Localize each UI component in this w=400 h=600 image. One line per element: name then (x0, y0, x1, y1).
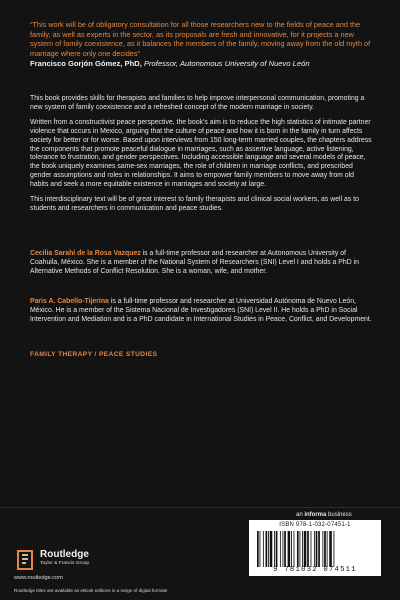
informa-name: informa (304, 512, 327, 518)
author-bio-1 (30, 250, 372, 277)
author-name: Paris A. Cabello-Tijerina (30, 298, 109, 305)
description-paragraph-2: Written from a constructivist peace perspective, the book’s aim is to reduce the high statistics of intimate partner violence that occurs in Mexico, arguing that the culture of peace and how it is born in the family in turn affects society for better or for worse. Based upon interviews from 150 long-term married couples, the chapters address the components that promote peaceful dialogue in marriages, such as assertive language, active listening, tolerance to frustration, and gender perspectives. Including accessible language and several models of peace, the book uniquely examines same-sex marriages, the role of children in marriage conflicts, and prescribed gender assumptions and roles in relationships. It aims to empower family members to move away from old habits and seek a more equitable existence in marriages and society at large. (30, 118, 372, 189)
isbn-number: ISBN 978-1-032-07451-1 (279, 522, 351, 528)
footer-divider (0, 507, 400, 508)
quote-author-name: Francisco Gorjón Gómez, PhD, (30, 59, 142, 69)
informa-business-mark (296, 512, 352, 518)
author-bio-text: is a full-time professor and researcher at Universidad Autónoma de Nuevo León, México. He is a member of the Sistema Nacional de Investigadores (SNI) Level II. He holds a PhD in Social Intervention and Mediation and is a PhD candidate in International Studies in Peace, Conflict, and Development. (30, 298, 372, 323)
author-name: Cecilia Sarahí de la Rosa Vazquez (30, 250, 141, 257)
publisher-group: Taylor & Francis Group (40, 561, 90, 566)
ebook-note: Routledge titles are available as eBook editions in a range of digital formats (14, 588, 168, 593)
publisher-logo (14, 548, 124, 588)
description-paragraph-1: This book provides skills for therapists and families to help improve interpersonal communication, promoting a new system of family coexistence and a refreshed concept of the modern marriage in society. (30, 95, 365, 111)
book-description (30, 95, 372, 220)
quote-text: “This work will be of obligatory consultation for all those researchers new to the fields of peace and the family, as well as experts in the sector, as its proposals are fresh and innovative, for it projects a new system of family coexistence, as it balances the members of the family, moving away from the old myth of marriage where only one decides” (30, 20, 371, 58)
barcode-digits: 9 781032 074511 (273, 566, 357, 574)
informa-prefix: an (296, 512, 305, 518)
informa-suffix: business (326, 512, 352, 518)
author-bio-2 (30, 298, 372, 325)
description-paragraph-3: This interdisciplinary text will be of great interest to family therapists and clinical social workers, as well as to students and researchers in communication and peace studies. (30, 196, 359, 212)
publisher-name: Routledge (40, 549, 89, 560)
barcode-bars (257, 531, 373, 567)
author-bio-text: is a full-time professor and researcher at Autonomous University of Coahuila, México. She is a member of the National System of Researchers (SNI) Level I and holds a PhD in Alternative Methods of Conflict Resolution. She is a woman, wife, and mother. (30, 250, 359, 275)
publisher-url[interactable]: www.routledge.com (14, 575, 63, 581)
subject-category: FAMILY THERAPY / PEACE STUDIES (30, 351, 158, 358)
barcode (249, 520, 381, 576)
quote-author-title: Professor, Autonomous University of Nuevo León (143, 59, 310, 69)
routledge-logo-icon (14, 548, 36, 572)
endorsement-quote (30, 20, 375, 69)
quote-attribution (30, 59, 375, 69)
